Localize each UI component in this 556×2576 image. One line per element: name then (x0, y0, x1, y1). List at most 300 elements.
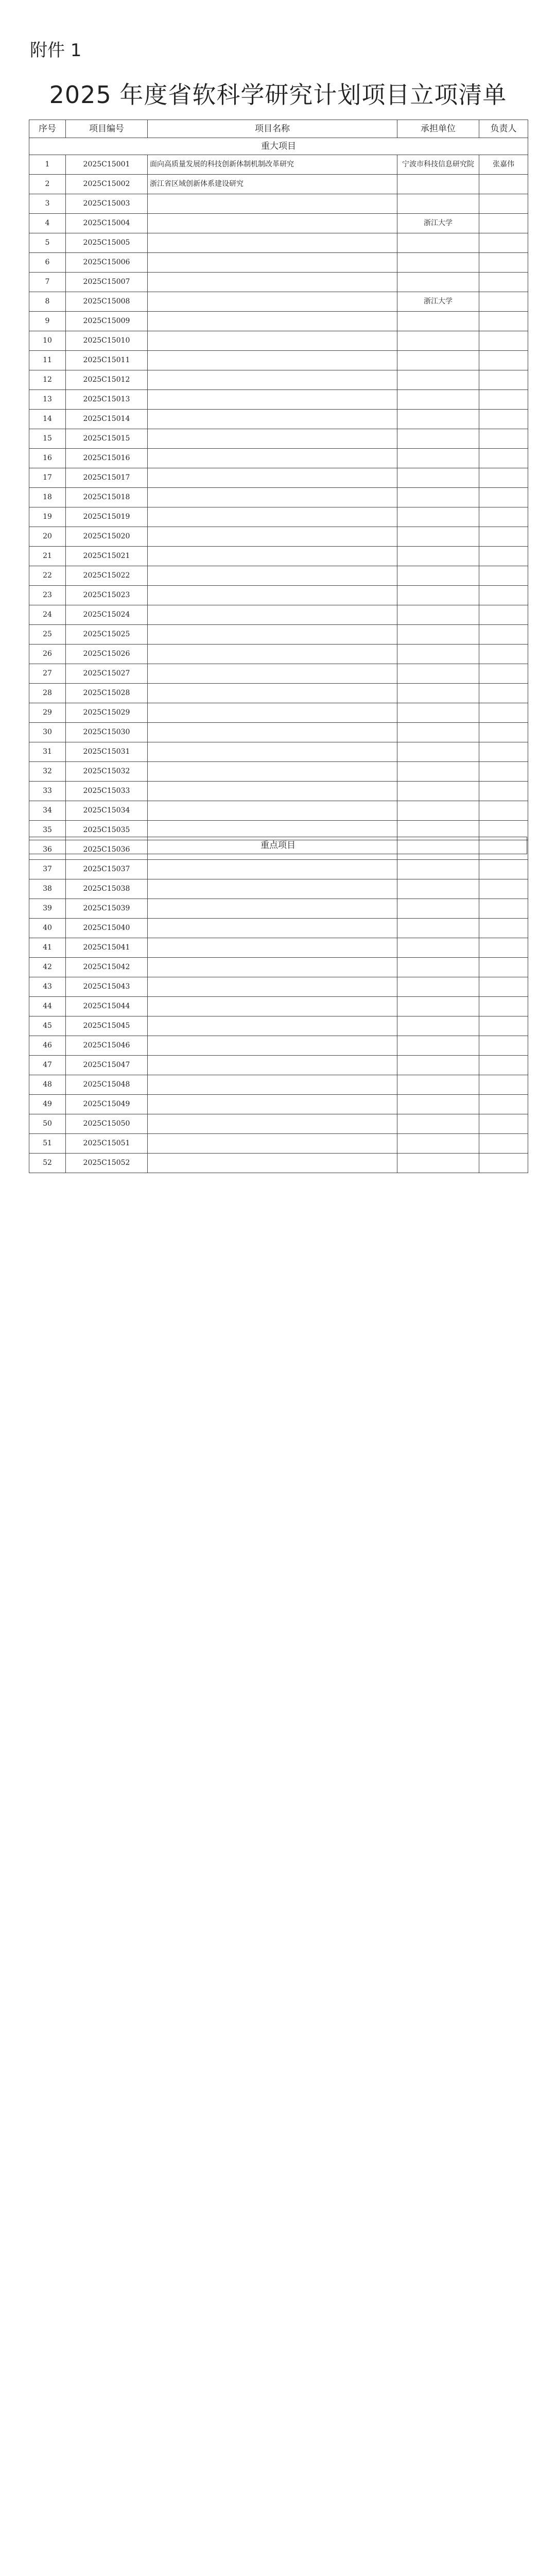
cell-lead (479, 253, 528, 273)
cell-no: 4 (29, 214, 66, 233)
table-row (29, 273, 528, 292)
cell-unit (397, 586, 479, 605)
cell-name (148, 879, 397, 899)
cell-code: 2025C15003 (66, 194, 148, 214)
table-row (29, 449, 528, 468)
cell-lead (479, 860, 528, 879)
cell-name (148, 547, 397, 566)
cell-unit (397, 762, 479, 782)
cell-lead (479, 703, 528, 723)
cell-code: 2025C15035 (66, 821, 148, 840)
cell-no: 15 (29, 429, 66, 449)
cell-lead (479, 488, 528, 507)
attachment-label: 附件 1 (30, 40, 82, 61)
cell-unit (397, 273, 479, 292)
cell-code: 2025C15011 (66, 351, 148, 370)
cell-code: 2025C15015 (66, 429, 148, 449)
cell-code: 2025C15013 (66, 390, 148, 410)
cell-name (148, 527, 397, 547)
cell-lead (479, 214, 528, 233)
cell-unit (397, 938, 479, 958)
cell-lead (479, 527, 528, 547)
table-row (29, 1036, 528, 1056)
cell-unit (397, 1095, 479, 1114)
cell-no: 32 (29, 762, 66, 782)
cell-no: 35 (29, 821, 66, 840)
cell-name (148, 351, 397, 370)
table-row (29, 351, 528, 370)
cell-name (148, 586, 397, 605)
cell-lead (479, 899, 528, 919)
cell-lead (479, 1016, 528, 1036)
cell-unit (397, 175, 479, 194)
cell-code: 2025C15017 (66, 468, 148, 488)
cell-lead (479, 194, 528, 214)
cell-lead (479, 273, 528, 292)
cell-code: 2025C15006 (66, 253, 148, 273)
cell-name (148, 1056, 397, 1075)
cell-code: 2025C15047 (66, 1056, 148, 1075)
cell-unit (397, 253, 479, 273)
cell-code: 2025C15012 (66, 370, 148, 390)
table-row (29, 605, 528, 625)
table-row (29, 919, 528, 938)
cell-name (148, 742, 397, 762)
cell-name (148, 1036, 397, 1056)
cell-lead (479, 938, 528, 958)
cell-code: 2025C15052 (66, 1154, 148, 1173)
cell-lead (479, 1095, 528, 1114)
cell-unit (397, 233, 479, 253)
cell-code: 2025C15021 (66, 547, 148, 566)
cell-unit: 浙江大学 (397, 292, 479, 312)
cell-no: 30 (29, 723, 66, 742)
cell-lead (479, 410, 528, 429)
table-row (29, 977, 528, 997)
table-row (29, 645, 528, 664)
cell-no: 14 (29, 410, 66, 429)
cell-no: 27 (29, 664, 66, 684)
cell-lead (479, 292, 528, 312)
table-row (29, 175, 528, 194)
cell-name (148, 958, 397, 977)
cell-no: 3 (29, 194, 66, 214)
cell-name (148, 507, 397, 527)
cell-unit (397, 645, 479, 664)
cell-no: 11 (29, 351, 66, 370)
cell-no: 20 (29, 527, 66, 547)
cell-no: 18 (29, 488, 66, 507)
cell-unit (397, 468, 479, 488)
project-table (29, 837, 527, 854)
cell-lead (479, 390, 528, 410)
cell-no: 24 (29, 605, 66, 625)
cell-code: 2025C15040 (66, 919, 148, 938)
cell-unit (397, 1114, 479, 1134)
cell-code: 2025C15036 (66, 840, 148, 860)
cell-code: 2025C15008 (66, 292, 148, 312)
cell-no: 2 (29, 175, 66, 194)
cell-lead (479, 684, 528, 703)
cell-name (148, 625, 397, 645)
table-row (29, 664, 528, 684)
cell-code: 2025C15037 (66, 860, 148, 879)
cell-name (148, 390, 397, 410)
cell-code: 2025C15039 (66, 899, 148, 919)
cell-lead: 张嘉伟 (479, 155, 528, 175)
cell-name (148, 312, 397, 331)
cell-name (148, 1134, 397, 1154)
column-header-code: 项目编号 (66, 120, 148, 138)
cell-lead (479, 586, 528, 605)
cell-no: 22 (29, 566, 66, 586)
table-row (29, 155, 528, 175)
cell-unit (397, 703, 479, 723)
cell-name (148, 370, 397, 390)
table-row (29, 233, 528, 253)
table-row (29, 703, 528, 723)
table-row (29, 370, 528, 390)
table-row (29, 527, 528, 547)
cell-no: 7 (29, 273, 66, 292)
cell-unit (397, 390, 479, 410)
cell-lead (479, 664, 528, 684)
cell-no: 39 (29, 899, 66, 919)
cell-name (148, 1075, 397, 1095)
cell-code: 2025C15045 (66, 1016, 148, 1036)
cell-name (148, 449, 397, 468)
table-row (29, 253, 528, 273)
cell-name (148, 410, 397, 429)
cell-no: 29 (29, 703, 66, 723)
cell-code: 2025C15038 (66, 879, 148, 899)
cell-unit (397, 1154, 479, 1173)
cell-code: 2025C15042 (66, 958, 148, 977)
cell-name (148, 1114, 397, 1134)
cell-code: 2025C15010 (66, 331, 148, 351)
table-row (29, 684, 528, 703)
cell-no: 1 (29, 155, 66, 175)
cell-unit (397, 1134, 479, 1154)
cell-no: 47 (29, 1056, 66, 1075)
cell-code: 2025C15051 (66, 1134, 148, 1154)
cell-lead (479, 1154, 528, 1173)
table-row (29, 723, 528, 742)
cell-name (148, 899, 397, 919)
cell-unit (397, 527, 479, 547)
cell-no: 8 (29, 292, 66, 312)
cell-name (148, 782, 397, 801)
cell-no: 52 (29, 1154, 66, 1173)
cell-lead (479, 762, 528, 782)
cell-code: 2025C15030 (66, 723, 148, 742)
cell-lead (479, 723, 528, 742)
cell-no: 34 (29, 801, 66, 821)
table-row (29, 312, 528, 331)
table-row (29, 860, 528, 879)
cell-code: 2025C15027 (66, 664, 148, 684)
cell-name (148, 1154, 397, 1173)
cell-unit (397, 801, 479, 821)
table-row (29, 331, 528, 351)
table-row (29, 782, 528, 801)
cell-code: 2025C15007 (66, 273, 148, 292)
cell-no: 50 (29, 1114, 66, 1134)
cell-lead (479, 801, 528, 821)
cell-unit (397, 351, 479, 370)
cell-no: 21 (29, 547, 66, 566)
cell-name: 浙江省区域创新体系建设研究 (148, 175, 397, 194)
cell-code: 2025C15026 (66, 645, 148, 664)
cell-no: 37 (29, 860, 66, 879)
cell-unit (397, 723, 479, 742)
cell-name (148, 429, 397, 449)
cell-code: 2025C15033 (66, 782, 148, 801)
cell-lead (479, 429, 528, 449)
cell-unit (397, 194, 479, 214)
cell-code: 2025C15031 (66, 742, 148, 762)
cell-lead (479, 507, 528, 527)
cell-name (148, 214, 397, 233)
cell-no: 51 (29, 1134, 66, 1154)
cell-code: 2025C15043 (66, 977, 148, 997)
cell-lead (479, 1056, 528, 1075)
cell-name (148, 1016, 397, 1036)
table-row (29, 410, 528, 429)
cell-lead (479, 625, 528, 645)
table-row (29, 390, 528, 410)
cell-name (148, 684, 397, 703)
cell-unit (397, 742, 479, 762)
cell-name (148, 194, 397, 214)
cell-unit (397, 782, 479, 801)
table-row (29, 1095, 528, 1114)
cell-unit (397, 331, 479, 351)
table-row (29, 801, 528, 821)
table-row (29, 625, 528, 645)
cell-code: 2025C15023 (66, 586, 148, 605)
cell-code: 2025C15002 (66, 175, 148, 194)
cell-no: 5 (29, 233, 66, 253)
cell-lead (479, 1134, 528, 1154)
cell-lead (479, 919, 528, 938)
cell-no: 6 (29, 253, 66, 273)
cell-unit: 浙江大学 (397, 214, 479, 233)
cell-no: 43 (29, 977, 66, 997)
cell-name (148, 605, 397, 625)
cell-name (148, 488, 397, 507)
cell-lead (479, 331, 528, 351)
cell-unit (397, 919, 479, 938)
cell-lead (479, 742, 528, 762)
cell-no: 26 (29, 645, 66, 664)
table-row (29, 742, 528, 762)
cell-name (148, 1095, 397, 1114)
cell-lead (479, 233, 528, 253)
table-row (29, 899, 528, 919)
cell-name (148, 664, 397, 684)
cell-lead (479, 958, 528, 977)
column-header-no: 序号 (29, 120, 66, 138)
table-row (29, 879, 528, 899)
column-header-unit: 承担单位 (397, 120, 479, 138)
cell-lead (479, 1114, 528, 1134)
cell-lead (479, 175, 528, 194)
cell-lead (479, 370, 528, 390)
cell-lead (479, 605, 528, 625)
project-table (29, 120, 528, 1173)
cell-code: 2025C15032 (66, 762, 148, 782)
cell-name (148, 273, 397, 292)
cell-lead (479, 351, 528, 370)
cell-name (148, 331, 397, 351)
cell-lead (479, 1036, 528, 1056)
cell-name (148, 997, 397, 1016)
table-row (29, 1114, 528, 1134)
cell-unit (397, 625, 479, 645)
table-row (29, 488, 528, 507)
cell-name (148, 566, 397, 586)
cell-no: 28 (29, 684, 66, 703)
cell-unit (397, 605, 479, 625)
table-row (29, 507, 528, 527)
cell-code: 2025C15025 (66, 625, 148, 645)
cell-code: 2025C15046 (66, 1036, 148, 1056)
cell-code: 2025C15004 (66, 214, 148, 233)
cell-no: 13 (29, 390, 66, 410)
cell-no: 9 (29, 312, 66, 331)
cell-code: 2025C15028 (66, 684, 148, 703)
page-title: 2025 年度省软科学研究计划项目立项清单 (49, 81, 507, 109)
cell-code: 2025C15024 (66, 605, 148, 625)
cell-code: 2025C15029 (66, 703, 148, 723)
cell-no: 10 (29, 331, 66, 351)
cell-unit (397, 997, 479, 1016)
cell-name (148, 233, 397, 253)
cell-code: 2025C15016 (66, 449, 148, 468)
cell-no: 46 (29, 1036, 66, 1056)
cell-no: 41 (29, 938, 66, 958)
cell-code: 2025C15001 (66, 155, 148, 175)
cell-unit (397, 664, 479, 684)
column-header-name: 项目名称 (148, 120, 397, 138)
cell-unit: 宁波市科技信息研究院 (397, 155, 479, 175)
cell-unit (397, 1036, 479, 1056)
cell-name (148, 977, 397, 997)
table-row (29, 214, 528, 233)
cell-code: 2025C15034 (66, 801, 148, 821)
section-row (29, 138, 528, 155)
cell-unit (397, 879, 479, 899)
cell-lead (479, 566, 528, 586)
cell-code: 2025C15048 (66, 1075, 148, 1095)
cell-no: 16 (29, 449, 66, 468)
section-row (29, 837, 527, 854)
cell-lead (479, 879, 528, 899)
cell-unit (397, 547, 479, 566)
cell-code: 2025C15041 (66, 938, 148, 958)
cell-no: 45 (29, 1016, 66, 1036)
table-row (29, 1154, 528, 1173)
cell-unit (397, 410, 479, 429)
cell-unit (397, 1075, 479, 1095)
cell-lead (479, 997, 528, 1016)
cell-unit (397, 449, 479, 468)
cell-no: 42 (29, 958, 66, 977)
cell-name (148, 645, 397, 664)
cell-no: 23 (29, 586, 66, 605)
cell-unit (397, 899, 479, 919)
cell-lead (479, 449, 528, 468)
cell-name (148, 723, 397, 742)
cell-name (148, 292, 397, 312)
cell-unit (397, 958, 479, 977)
cell-no: 36 (29, 840, 66, 860)
cell-no: 25 (29, 625, 66, 645)
cell-code: 2025C15009 (66, 312, 148, 331)
cell-name (148, 801, 397, 821)
cell-code: 2025C15022 (66, 566, 148, 586)
table-row (29, 958, 528, 977)
cell-name: 面向高质量发展的科技创新体制机制改革研究 (148, 155, 397, 175)
cell-code: 2025C15049 (66, 1095, 148, 1114)
cell-no: 44 (29, 997, 66, 1016)
cell-unit (397, 566, 479, 586)
cell-lead (479, 468, 528, 488)
table-row (29, 1016, 528, 1036)
cell-lead (479, 977, 528, 997)
cell-unit (397, 488, 479, 507)
table-row (29, 566, 528, 586)
table-row (29, 292, 528, 312)
cell-no: 17 (29, 468, 66, 488)
cell-unit (397, 860, 479, 879)
cell-lead (479, 312, 528, 331)
cell-name (148, 938, 397, 958)
cell-no: 33 (29, 782, 66, 801)
cell-unit (397, 977, 479, 997)
cell-unit (397, 1056, 479, 1075)
cell-unit (397, 370, 479, 390)
table-row (29, 762, 528, 782)
cell-code: 2025C15005 (66, 233, 148, 253)
cell-code: 2025C15014 (66, 410, 148, 429)
table-row (29, 194, 528, 214)
table-row (29, 429, 528, 449)
cell-name (148, 860, 397, 879)
cell-lead (479, 645, 528, 664)
table-row (29, 938, 528, 958)
column-header-lead: 负责人 (479, 120, 528, 138)
table-row (29, 547, 528, 566)
cell-no: 49 (29, 1095, 66, 1114)
cell-no: 48 (29, 1075, 66, 1095)
cell-code: 2025C15019 (66, 507, 148, 527)
cell-code: 2025C15018 (66, 488, 148, 507)
cell-no: 31 (29, 742, 66, 762)
table-row (29, 586, 528, 605)
cell-no: 40 (29, 919, 66, 938)
table-row (29, 997, 528, 1016)
cell-name (148, 703, 397, 723)
cell-code: 2025C15020 (66, 527, 148, 547)
table-row (29, 1056, 528, 1075)
cell-code: 2025C15050 (66, 1114, 148, 1134)
table-header-row (29, 120, 528, 138)
cell-unit (397, 507, 479, 527)
cell-lead (479, 782, 528, 801)
table-row (29, 468, 528, 488)
